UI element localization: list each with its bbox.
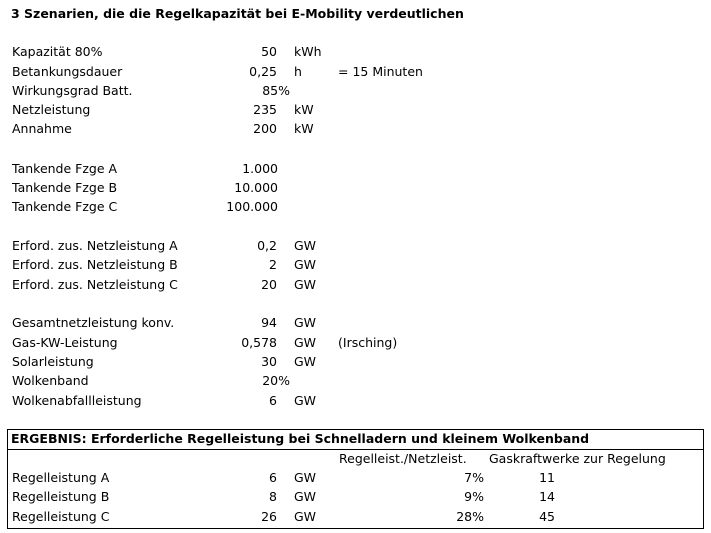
result-row-unit-b: GW [294, 489, 317, 504]
grid-need-label-b: Erford. zus. Netzleistung B [12, 257, 178, 272]
result-divider [7, 449, 704, 450]
result-row-unit-c: GW [294, 509, 317, 524]
param-label-capacity: Kapazität 80% [12, 44, 103, 59]
vehicles-label-a: Tankende Fzge A [12, 161, 118, 176]
supply-label-cloud: Wolkenband [12, 373, 89, 388]
result-row-label-c: Regelleistung C [12, 509, 110, 524]
result-row-ratio-c: 28% [456, 509, 484, 524]
page-title: 3 Szenarien, die die Regelkapazität bei E-Mobility verdeutlichen [11, 6, 464, 21]
param-value-efficiency: 85% [262, 83, 290, 98]
result-row-plants-b: 14 [539, 489, 555, 504]
param-value-duration: 0,25 [249, 64, 277, 79]
supply-label-cloud-drop: Wolkenabfallleistung [12, 393, 142, 408]
supply-unit-cloud-drop: GW [294, 393, 317, 408]
grid-need-value-c: 20 [261, 277, 277, 292]
param-label-efficiency: Wirkungsgrad Batt. [12, 83, 133, 98]
param-label-grid-power: Netzleistung [12, 102, 91, 117]
supply-label-solar: Solarleistung [12, 354, 94, 369]
supply-label-gas: Gas-KW-Leistung [12, 335, 118, 350]
vehicles-label-c: Tankende Fzge C [12, 199, 118, 214]
vehicles-value-c: 100.000 [226, 199, 278, 214]
grid-need-unit-b: GW [294, 257, 317, 272]
result-col-ratio: Regelleist./Netzleist. [339, 451, 467, 466]
grid-need-unit-c: GW [294, 277, 317, 292]
grid-need-unit-a: GW [294, 238, 317, 253]
result-heading: ERGEBNIS: Erforderliche Regelleistung bei Schnelladern und kleinem Wolkenband [11, 431, 590, 446]
supply-value-total: 94 [261, 315, 277, 330]
param-unit-grid-power: kW [294, 102, 314, 117]
supply-label-total: Gesamtnetzleistung konv. [12, 315, 175, 330]
grid-need-value-a: 0,2 [257, 238, 277, 253]
supply-unit-solar: GW [294, 354, 317, 369]
result-row-ratio-b: 9% [464, 489, 484, 504]
vehicles-value-a: 1.000 [242, 161, 278, 176]
supply-value-solar: 30 [261, 354, 277, 369]
grid-need-label-a: Erford. zus. Netzleistung A [12, 238, 178, 253]
param-unit-duration: h [294, 64, 302, 79]
result-row-label-b: Regelleistung B [12, 489, 110, 504]
vehicles-label-b: Tankende Fzge B [12, 180, 118, 195]
param-unit-assumption: kW [294, 121, 314, 136]
vehicles-value-b: 10.000 [234, 180, 278, 195]
result-col-plants: Gaskraftwerke zur Regelung [489, 451, 666, 466]
supply-value-cloud: 20% [262, 373, 290, 388]
result-row-value-b: 8 [269, 489, 277, 504]
supply-unit-gas: GW [294, 335, 317, 350]
supply-value-cloud-drop: 6 [269, 393, 277, 408]
param-unit-capacity: kWh [294, 44, 322, 59]
result-row-plants-c: 45 [539, 509, 555, 524]
result-row-value-a: 6 [269, 470, 277, 485]
grid-need-value-b: 2 [269, 257, 277, 272]
supply-value-gas: 0,578 [241, 335, 277, 350]
result-row-ratio-a: 7% [464, 470, 484, 485]
param-label-duration: Betankungsdauer [12, 64, 123, 79]
param-value-grid-power: 235 [253, 102, 277, 117]
param-note-duration: = 15 Minuten [338, 64, 423, 79]
param-value-capacity: 50 [261, 44, 277, 59]
grid-need-label-c: Erford. zus. Netzleistung C [12, 277, 178, 292]
supply-note-gas: (Irsching) [338, 335, 398, 350]
result-row-value-c: 26 [261, 509, 277, 524]
supply-unit-total: GW [294, 315, 317, 330]
result-row-unit-a: GW [294, 470, 317, 485]
result-row-plants-a: 11 [539, 470, 555, 485]
param-label-assumption: Annahme [12, 121, 72, 136]
result-row-label-a: Regelleistung A [12, 470, 110, 485]
param-value-assumption: 200 [253, 121, 277, 136]
